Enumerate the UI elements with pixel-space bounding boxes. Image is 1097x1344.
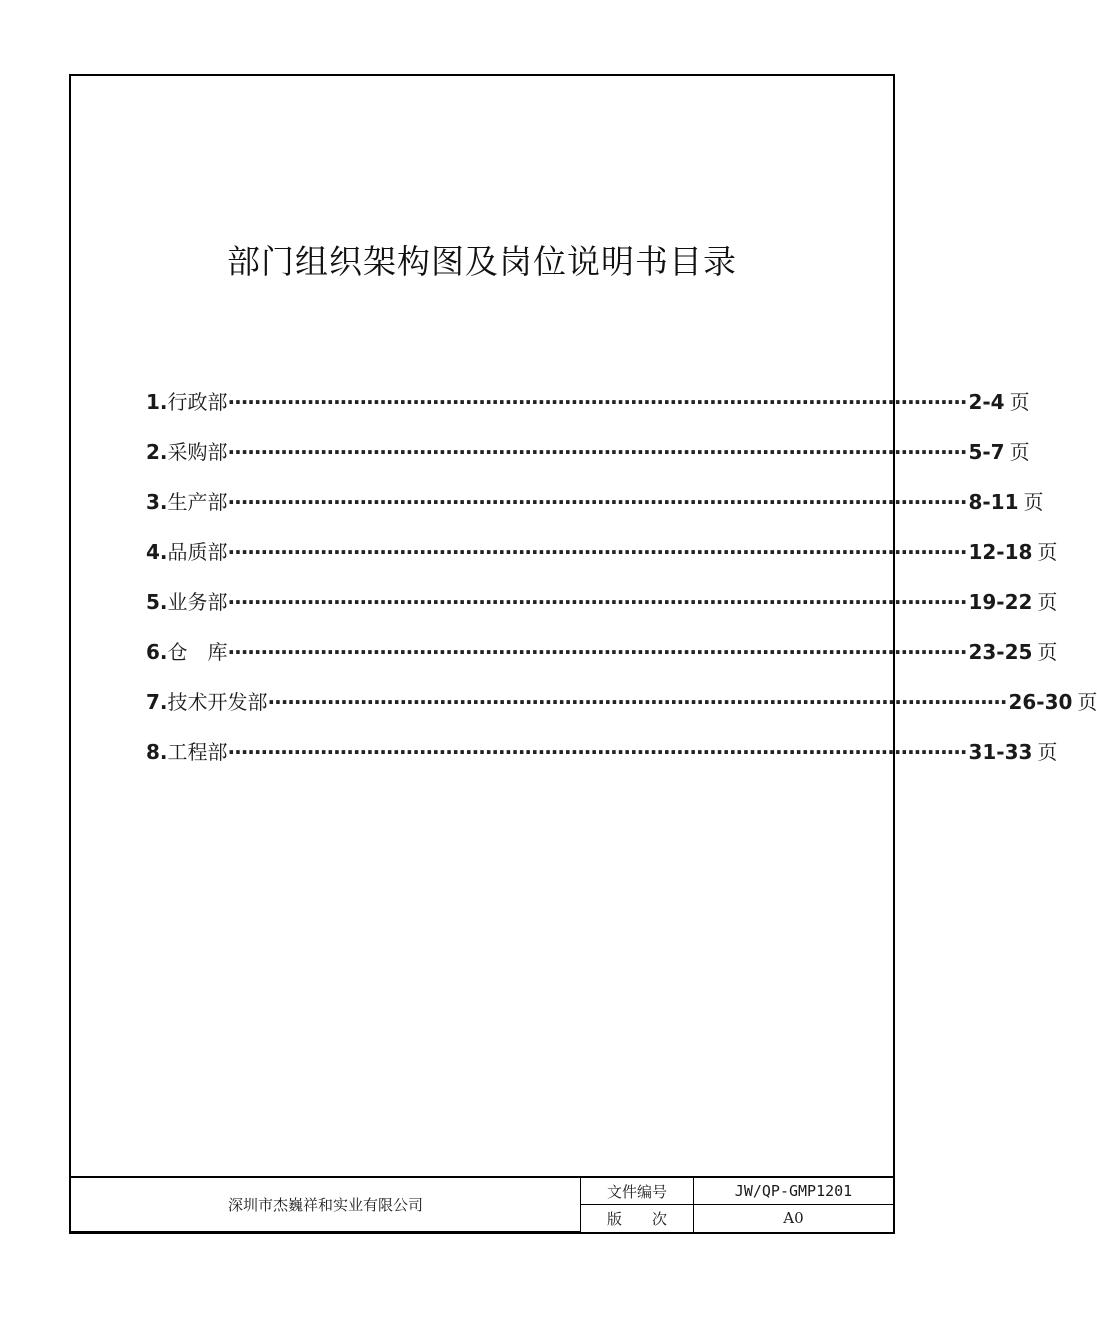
toc-entry-4 [146,536,1058,586]
toc-entry-pages: 12-18 [968,540,1033,564]
toc-entry-number: 6. [146,640,168,664]
toc-entry-label: 采购部 [167,440,228,464]
toc-leader-dots: ················································································································ [227,590,967,614]
toc-entry-label: 仓 库 [167,640,228,664]
toc-page-unit: 页 [1037,540,1058,564]
toc-entry-1 [146,386,1030,436]
toc-entry-number: 7. [146,690,168,714]
toc-entry-label: 生产部 [167,490,228,514]
toc-entry-label: 技术开发部 [167,690,268,714]
toc-page-unit: 页 [1037,740,1058,764]
toc-page-unit: 页 [1009,440,1030,464]
toc-leader-dots: ················································································································ [227,490,967,514]
toc-entry-number: 5. [146,590,168,614]
toc-leader-dots: ················································································································ [227,740,967,764]
toc-entry-number: 1. [146,390,168,414]
toc-entry-3 [146,486,1044,536]
toc-page-unit: 页 [1023,490,1044,514]
toc-entry-label: 工程部 [167,740,228,764]
toc-entry-number: 2. [146,440,168,464]
toc-leader-dots: ················································································································ [227,540,967,564]
toc-entry-pages: 26-30 [1008,690,1073,714]
toc-page-unit: 页 [1077,690,1097,714]
version-label: 版 次 [581,1205,694,1232]
toc-entry-label: 业务部 [167,590,228,614]
company-name: 深圳市杰巍祥和实业有限公司 [71,1177,581,1232]
toc-page-unit: 页 [1037,640,1058,664]
toc-entry-2 [146,436,1030,486]
page-frame [69,74,1097,1234]
toc-leader-dots: ················································································································ [227,440,967,464]
table-of-contents [146,386,1097,786]
document-title: 部门组织架构图及岗位说明书目录 [227,242,737,281]
toc-entry-pages: 31-33 [968,740,1033,764]
toc-entry-pages: 23-25 [968,640,1033,664]
version-value: A0 [694,1205,894,1232]
toc-page-unit: 页 [1009,390,1030,414]
file-number-label: 文件编号 [581,1177,694,1205]
toc-entry-label: 行政部 [167,390,228,414]
toc-leader-dots: ················································································································ [267,690,1007,714]
toc-entry-pages: 2-4 [968,390,1005,414]
toc-entry-number: 3. [146,490,168,514]
toc-entry-number: 8. [146,740,168,764]
document-footer-table [71,1176,893,1232]
toc-entry-pages: 19-22 [968,590,1033,614]
toc-entry-label: 品质部 [167,540,228,564]
toc-entry-5 [146,586,1058,636]
toc-entry-pages: 8-11 [968,490,1019,514]
toc-page-unit: 页 [1037,590,1058,614]
toc-entry-6 [146,636,1058,686]
toc-entry-pages: 5-7 [968,440,1005,464]
toc-leader-dots: ················································································································ [227,390,967,414]
file-number-value: JW/QP-GMP1201 [694,1177,894,1205]
toc-leader-dots: ················································································································ [227,640,967,664]
toc-entry-number: 4. [146,540,168,564]
toc-entry-8 [146,736,1058,786]
toc-entry-7 [146,686,1097,736]
